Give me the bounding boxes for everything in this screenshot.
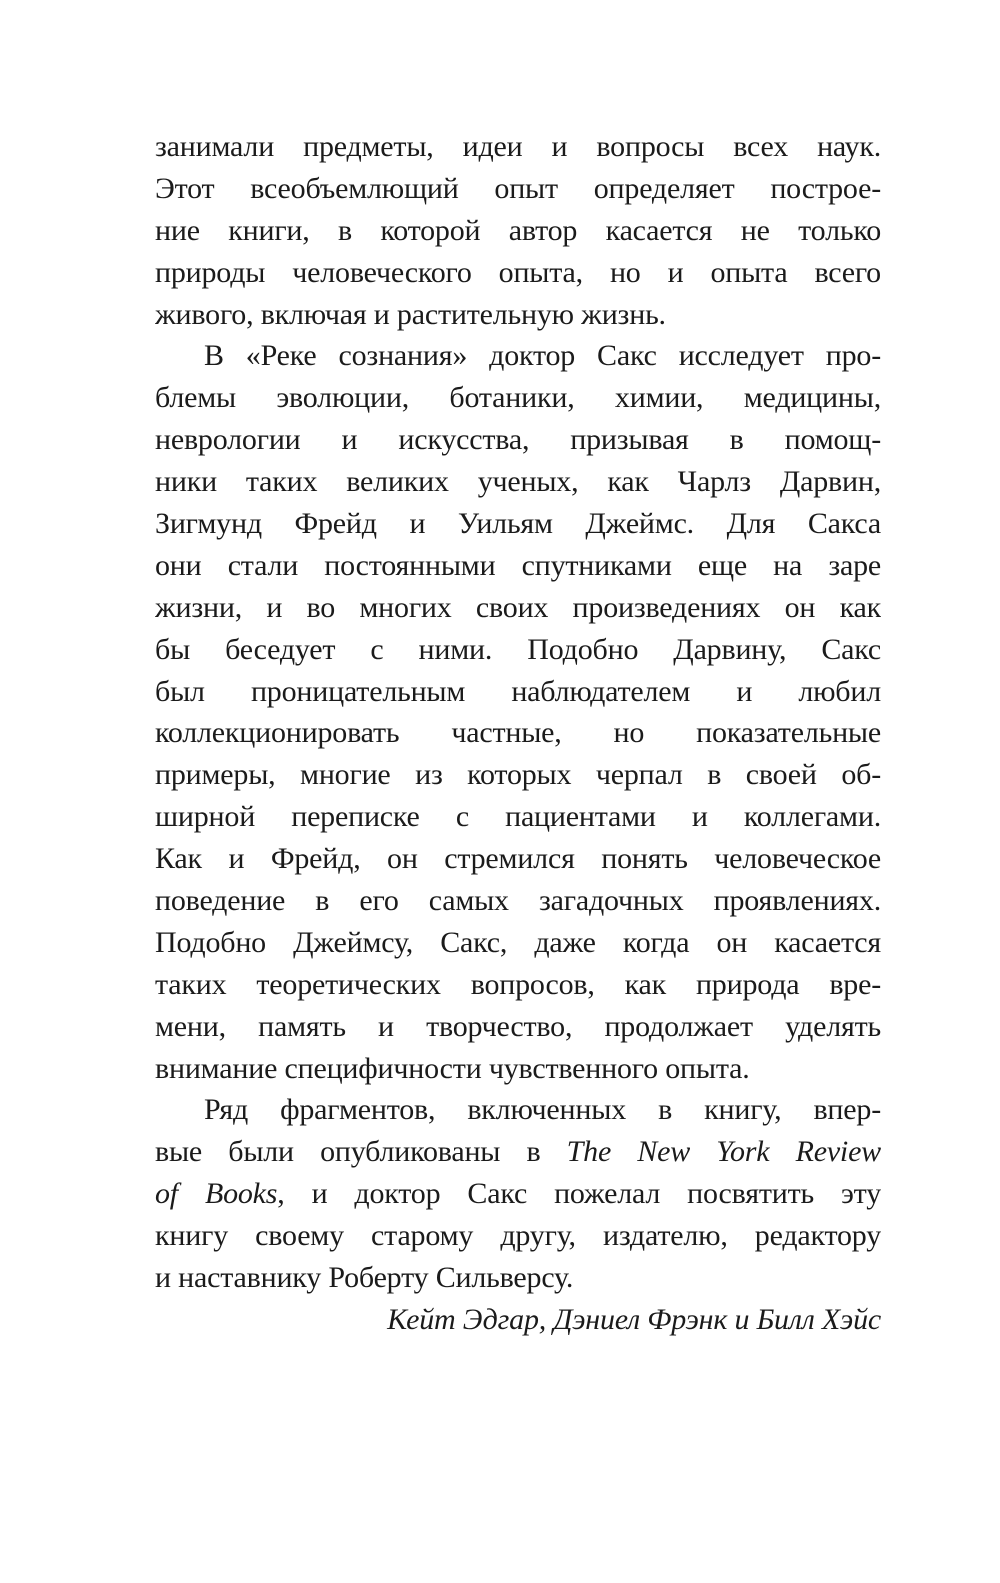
text-segment: Зигмунд Фрейд и Уильям Джеймс. Для Сакса bbox=[155, 507, 881, 541]
text-segment: Этот всеобъемлющий опыт определяет построе- bbox=[155, 171, 881, 205]
text-segment: Ряд фрагментов, включенных в книгу, впер- bbox=[204, 1093, 881, 1127]
text-segment: В «Реке сознания» доктор Сакс исследует про- bbox=[204, 339, 881, 373]
text-line bbox=[155, 1048, 881, 1090]
text-line bbox=[155, 1215, 881, 1257]
italic-text-segment: of Books bbox=[155, 1177, 278, 1211]
text-segment: ники таких великих ученых, как Чарлз Дарвин, bbox=[155, 465, 881, 499]
text-segment: внимание специфичности чувственного опыта. bbox=[155, 1051, 750, 1085]
text-line bbox=[155, 210, 881, 252]
text-segment: мени, память и творчество, продолжает уделять bbox=[155, 1009, 881, 1043]
text-segment: ние книги, в которой автор касается не только bbox=[155, 213, 881, 247]
text-segment: они стали постоянными спутниками еще на заре bbox=[155, 548, 881, 582]
text-segment: поведение в его самых загадочных проявлениях. bbox=[155, 884, 881, 918]
text-segment: бы беседует с ними. Подобно Дарвину, Сакс bbox=[155, 632, 881, 666]
italic-text-segment: The New York Review bbox=[566, 1135, 881, 1169]
text-line bbox=[155, 126, 881, 168]
text-segment: таких теоретических вопросов, как природа вре- bbox=[155, 967, 881, 1001]
text-segment: примеры, многие из которых черпал в своей об- bbox=[155, 758, 881, 792]
text-segment: ширной переписке с пациентами и коллегами. bbox=[155, 800, 881, 834]
text-line bbox=[155, 419, 881, 461]
text-line bbox=[155, 1089, 881, 1131]
text-segment: жизни, и во многих своих произведениях он как bbox=[155, 590, 881, 624]
text-line bbox=[155, 796, 881, 838]
text-line bbox=[155, 294, 881, 336]
text-segment: был проницательным наблюдателем и любил bbox=[155, 674, 881, 708]
text-line bbox=[155, 503, 881, 545]
text-line bbox=[155, 922, 881, 964]
text-segment: неврологии и искусства, призывая в помощ- bbox=[155, 423, 881, 457]
text-line bbox=[155, 377, 881, 419]
text-line bbox=[155, 964, 881, 1006]
signature-line bbox=[155, 1299, 881, 1341]
text-line bbox=[155, 754, 881, 796]
text-line bbox=[155, 712, 881, 754]
text-segment: коллекционировать частные, но показательные bbox=[155, 716, 881, 750]
text-line bbox=[155, 168, 881, 210]
text-line bbox=[155, 587, 881, 629]
text-line bbox=[155, 629, 881, 671]
text-line bbox=[155, 461, 881, 503]
text-segment: Как и Фрейд, он стремился понять человеческое bbox=[155, 842, 881, 876]
text-line bbox=[155, 545, 881, 587]
text-segment: книгу своему старому другу, издателю, редактору bbox=[155, 1219, 881, 1253]
text-line bbox=[155, 838, 881, 880]
italic-text-segment: Кейт Эдгар, Дэниел Фрэнк и Билл Хэйс bbox=[387, 1302, 881, 1336]
text-line bbox=[155, 335, 881, 377]
text-line bbox=[155, 1257, 881, 1299]
text-segment: блемы эволюции, ботаники, химии, медицины, bbox=[155, 381, 881, 415]
text-line bbox=[155, 1006, 881, 1048]
text-line bbox=[155, 671, 881, 713]
text-segment: вые были опубликованы в bbox=[155, 1135, 567, 1169]
text-segment: живого, включая и растительную жизнь. bbox=[155, 297, 666, 331]
text-segment: природы человеческого опыта, но и опыта всего bbox=[155, 255, 881, 289]
text-segment: занимали предметы, идеи и вопросы всех наук. bbox=[155, 130, 881, 163]
text-line bbox=[155, 1131, 881, 1173]
text-segment: , и доктор Сакс пожелал посвятить эту bbox=[277, 1177, 881, 1211]
text-line bbox=[155, 252, 881, 294]
text-line bbox=[155, 880, 881, 922]
page-text-block bbox=[155, 126, 881, 1341]
text-segment: Подобно Джеймсу, Сакс, даже когда он касается bbox=[155, 925, 881, 959]
text-segment: и наставнику Роберту Сильверсу. bbox=[155, 1261, 574, 1295]
text-line bbox=[155, 1173, 881, 1215]
